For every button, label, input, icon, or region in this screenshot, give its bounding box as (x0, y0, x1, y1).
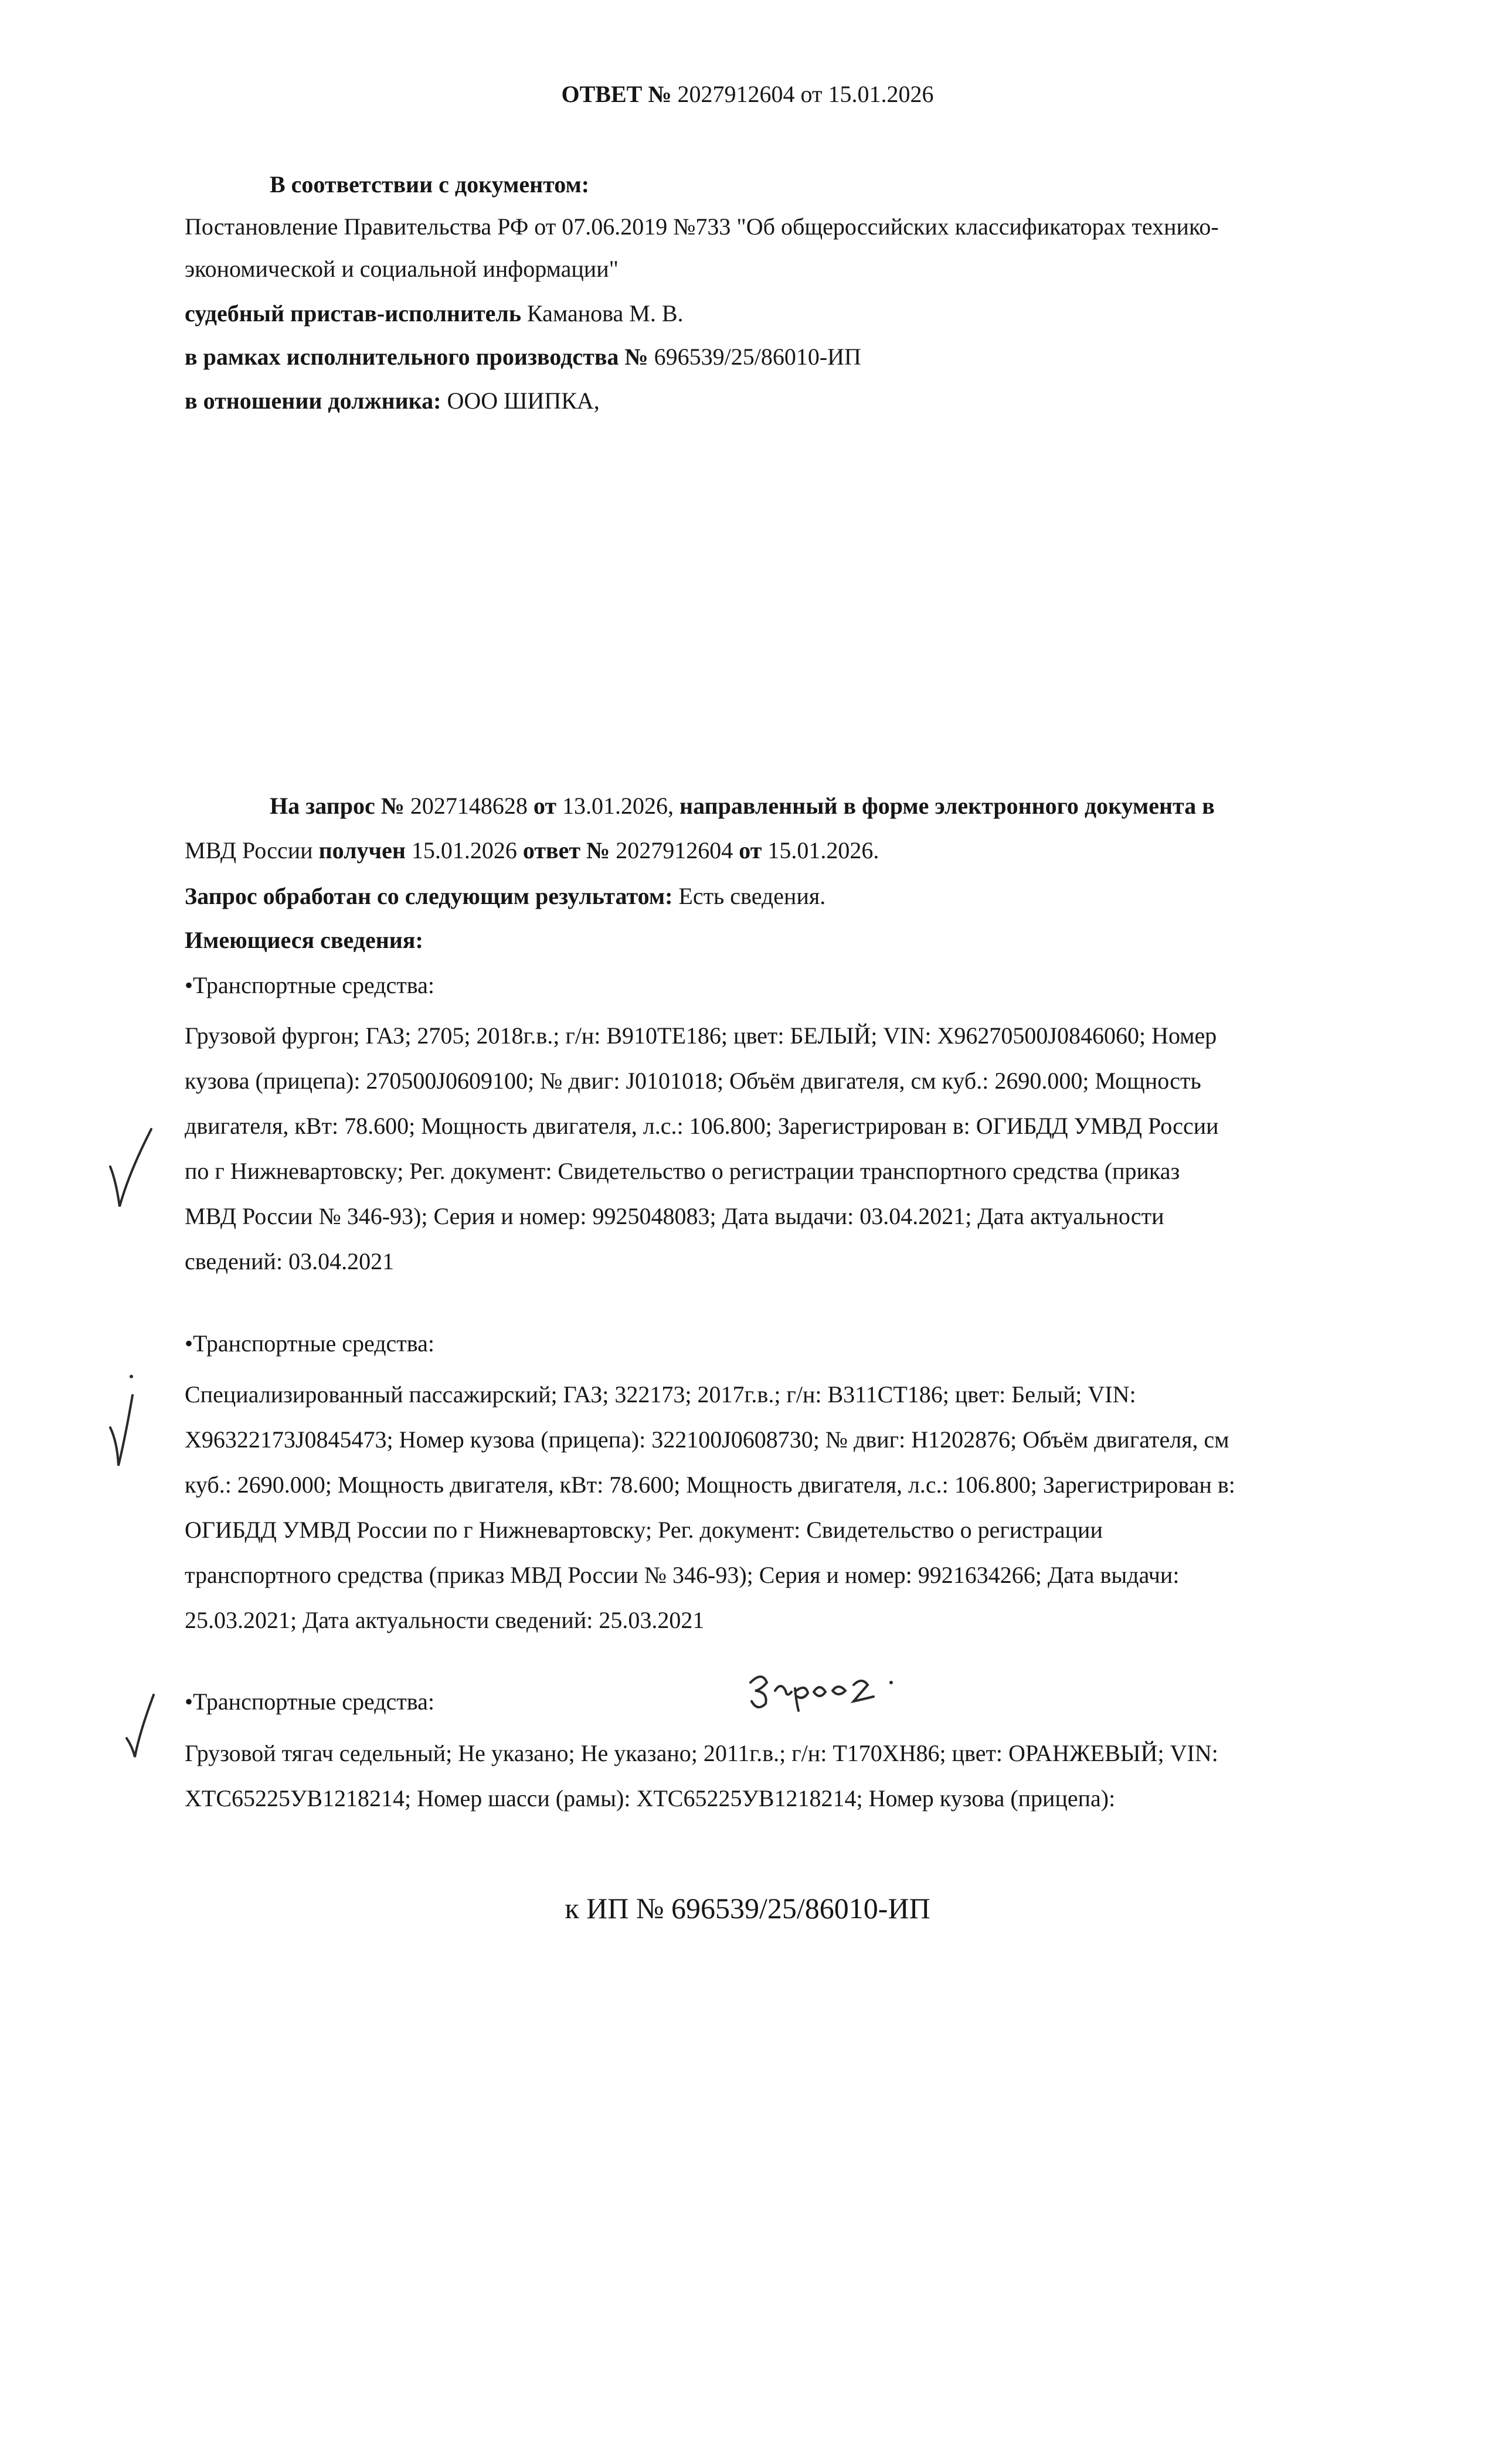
title-number: 2027912604 (677, 81, 795, 107)
vehicle-1-line: сведений: 03.04.2021 (185, 1248, 395, 1275)
vehicle-2-line: Специализированный пассажирский; ГАЗ; 322173; 2017г.в.; г/н: В311СТ186; цвет: Белый; VIN: (185, 1381, 1136, 1408)
result-value: Есть сведения. (678, 883, 826, 909)
request-sent-text: направленный в форме электронного документа в (679, 793, 1215, 819)
basis-doc-line-2: экономической и социальной информации" (185, 256, 619, 282)
vehicle-3-header: •Транспортные средства: (185, 1688, 435, 1715)
answer-date: 15.01.2026. (767, 837, 879, 864)
result-line (185, 874, 825, 919)
title-date: 15.01.2026 (828, 81, 934, 107)
proceeding-number: 696539/25/86010-ИП (654, 344, 861, 370)
debtor-line (185, 378, 600, 423)
vehicle-1-line: МВД России № 346-93); Серия и номер: 9925048083; Дата выдачи: 03.04.2021; Дата актуальности (185, 1203, 1164, 1229)
footer-reference: к ИП № 696539/25/86010-ИП (565, 1892, 930, 1925)
vehicle-2-line: ОГИБДД УМВД России по г Нижневартовску; Рег. документ: Свидетельство о регистрации (185, 1517, 1103, 1543)
checkmark-icon (106, 1372, 158, 1471)
debtor-name: ООО ШИПКА, (447, 388, 600, 414)
received-label: получен (318, 837, 406, 864)
page-title (0, 72, 1495, 117)
request-line-2 (185, 828, 879, 873)
answer-number: 2027912604 (616, 837, 733, 864)
debtor-label: в отношении должника: (185, 388, 441, 414)
vehicle-1-line: кузова (прицепа): 270500J0609100; № двиг: J0101018; Объём двигателя, см куб.: 2690.000; Мощность (185, 1068, 1201, 1094)
handwritten-note (745, 1665, 897, 1718)
answer-label: ответ № (522, 837, 610, 864)
vehicle-2-line: X96322173J0845473; Номер кузова (прицепа): 322100J0608730; № двиг: H1202876; Объём двигателя, см (185, 1426, 1229, 1453)
vehicle-1-line: двигателя, кВт: 78.600; Мощность двигателя, л.с.: 106.800; Зарегистрирован в: ОГИБДД УМВД России (185, 1113, 1219, 1139)
vehicle-3-line: XTC65225УB1218214; Номер шасси (рамы): XTC65225УB1218214; Номер кузова (прицепа): (185, 1785, 1116, 1812)
basis-doc-line-1: Постановление Правительства РФ от 07.06.2019 №733 "Об общероссийских классификаторах технико- (185, 213, 1219, 240)
vehicle-1-header: •Транспортные средства: (185, 972, 435, 998)
title-from: от (800, 81, 823, 107)
result-label: Запрос обработан со следующим результатом: (185, 883, 673, 909)
vehicle-2-line: 25.03.2021; Дата актуальности сведений: 25.03.2021 (185, 1607, 705, 1633)
request-date: 13.01.2026, (562, 793, 674, 819)
vehicle-1-line: по г Нижневартовску; Рег. документ: Свидетельство о регистрации транспортного средства (приказ (185, 1158, 1180, 1184)
available-heading: Имеющиеся сведения: (185, 927, 423, 953)
vehicle-2-header: •Транспортные средства: (185, 1330, 435, 1357)
request-label: На запрос № (270, 793, 405, 819)
checkmark-icon (106, 1126, 158, 1214)
vehicle-1-line: Грузовой фургон; ГАЗ; 2705; 2018г.в.; г/н: В910ТЕ186; цвет: БЕЛЫЙ; VIN: X96270500J0846060; Номер (185, 1022, 1217, 1049)
proceeding-line (185, 334, 861, 379)
proceeding-label: в рамках исполнительного производства № (185, 344, 648, 370)
checkmark-icon (123, 1691, 164, 1762)
answer-from: от (739, 837, 762, 864)
request-line-1 (270, 783, 1215, 828)
request-recipient: МВД России (185, 837, 313, 864)
vehicle-3-line: Грузовой тягач седельный; Не указано; Не указано; 2011г.в.; г/н: Т170ХН86; цвет: ОРАНЖЕВЫЙ; VIN: (185, 1740, 1218, 1766)
basis-heading: В соответствии с документом: (270, 171, 590, 198)
bailiff-label: судебный пристав-исполнитель (185, 300, 522, 327)
request-number: 2027148628 (410, 793, 528, 819)
request-from: от (533, 793, 557, 819)
bailiff-name: Каманова М. В. (527, 300, 684, 327)
received-date: 15.01.2026 (411, 837, 517, 864)
vehicle-2-line: транспортного средства (приказ МВД России № 346-93); Серия и номер: 9921634266; Дата выдачи: (185, 1562, 1180, 1588)
vehicle-2-line: куб.: 2690.000; Мощность двигателя, кВт: 78.600; Мощность двигателя, л.с.: 106.800; Зарегистрирован в: (185, 1471, 1235, 1498)
title-label: ОТВЕТ № (561, 81, 672, 107)
bailiff-line (185, 291, 684, 336)
